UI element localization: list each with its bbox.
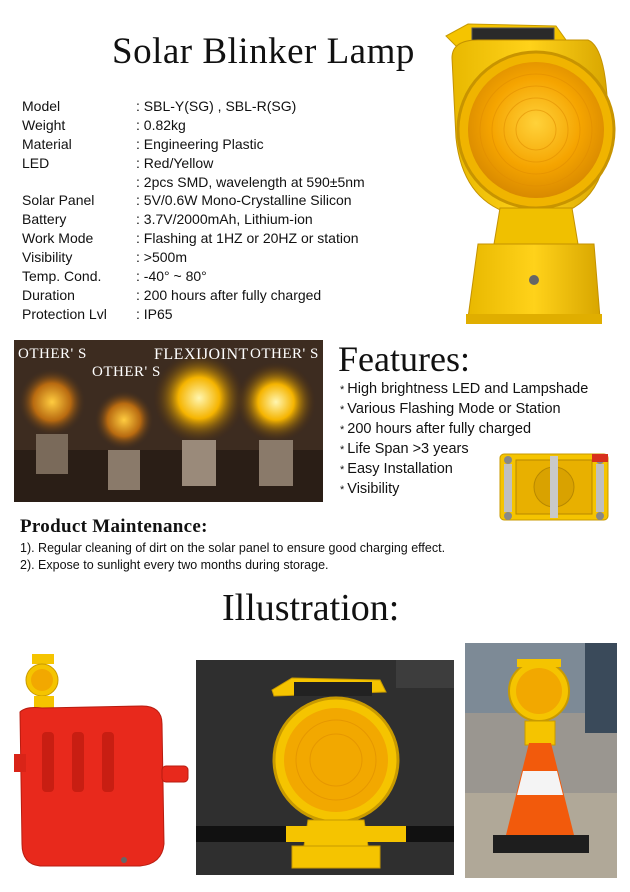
spec-value: : Flashing at 1HZ or 20HZ or station xyxy=(136,230,359,247)
spec-value: : Red/Yellow xyxy=(136,154,214,171)
spec-key: Battery xyxy=(22,211,67,228)
spec-value: : IP65 xyxy=(136,305,173,322)
list-item: * Visibility xyxy=(340,481,400,497)
spec-key: Model xyxy=(22,98,61,114)
spec-key: LED xyxy=(22,154,50,171)
spec-key: Duration xyxy=(22,286,75,303)
maintenance-list xyxy=(20,540,445,574)
spec-key: Protection Lvl xyxy=(22,305,107,322)
spec-key: Temp. Cond. xyxy=(22,268,102,285)
list-item: * 200 hours after fully charged xyxy=(340,421,532,437)
spec-row xyxy=(22,173,365,192)
list-item: 1). Regular cleaning of dirt on the solar panel to ensure good charging effect. xyxy=(20,541,446,555)
features-title: Features: xyxy=(338,339,470,379)
spec-value: : 200 hours after fully charged xyxy=(136,286,322,303)
bullet-icon: * xyxy=(340,404,345,416)
list-item: * Easy Installation xyxy=(340,461,453,477)
spec-table xyxy=(22,97,365,324)
spec-value: : 2pcs SMD, wavelength at 590±5nm xyxy=(136,173,365,190)
bullet-icon: * xyxy=(340,444,345,456)
bullet-icon: * xyxy=(340,384,345,396)
bullet-icon: * xyxy=(340,464,345,476)
spec-row xyxy=(22,135,365,154)
solar-blinker-lamp-photo xyxy=(438,18,618,330)
barrier-illustration-photo xyxy=(12,654,190,874)
spec-value: : SBL-Y(SG) , SBL-R(SG) xyxy=(136,98,297,114)
railing-illustration-photo xyxy=(196,660,454,875)
spec-row xyxy=(22,305,365,324)
spec-value: : -40° ~ 80° xyxy=(136,268,207,285)
spec-value: : Engineering Plastic xyxy=(136,135,264,152)
bullet-icon: * xyxy=(340,484,345,496)
spec-key: Visibility xyxy=(22,249,73,266)
page-title: Solar Blinker Lamp xyxy=(112,31,415,72)
cone-illustration-photo xyxy=(465,643,617,878)
spec-value: : >500m xyxy=(136,249,187,266)
spec-key: Material xyxy=(22,135,72,152)
bullet-icon: * xyxy=(340,424,345,436)
spec-key: Solar Panel xyxy=(22,192,95,209)
list-item: 2). Expose to sunlight every two months during storage. xyxy=(20,558,329,572)
spec-key: Work Mode xyxy=(22,230,94,247)
spec-row xyxy=(22,248,365,267)
list-item: * Life Span >3 years xyxy=(340,441,469,457)
comparison-photo xyxy=(14,340,323,502)
spec-row xyxy=(22,286,365,305)
spec-key xyxy=(22,173,136,192)
spec-row xyxy=(22,97,365,116)
maintenance-title: Product Maintenance: xyxy=(20,516,208,537)
spec-value: : 3.7V/2000mAh, Lithium-ion xyxy=(136,211,313,228)
spec-row xyxy=(22,210,365,229)
mounting-bracket-photo xyxy=(496,446,612,530)
comparison-label: OTHER' S xyxy=(92,364,161,380)
spec-row xyxy=(22,229,365,248)
spec-value: : 5V/0.6W Mono-Crystalline Silicon xyxy=(136,192,352,209)
spec-row xyxy=(22,154,365,173)
comparison-label: OTHER' S xyxy=(18,346,87,362)
spec-row xyxy=(22,267,365,286)
comparison-label: FLEXIJOINT xyxy=(154,346,249,363)
spec-row xyxy=(22,116,365,135)
list-item: * High brightness LED and Lampshade xyxy=(340,381,589,397)
spec-key: Weight xyxy=(22,116,66,133)
spec-row xyxy=(22,191,365,210)
list-item: * Various Flashing Mode or Station xyxy=(340,401,561,417)
comparison-label: OTHER' S xyxy=(250,346,319,362)
spec-value: : 0.82kg xyxy=(136,116,186,133)
illustration-title: Illustration: xyxy=(222,587,400,629)
